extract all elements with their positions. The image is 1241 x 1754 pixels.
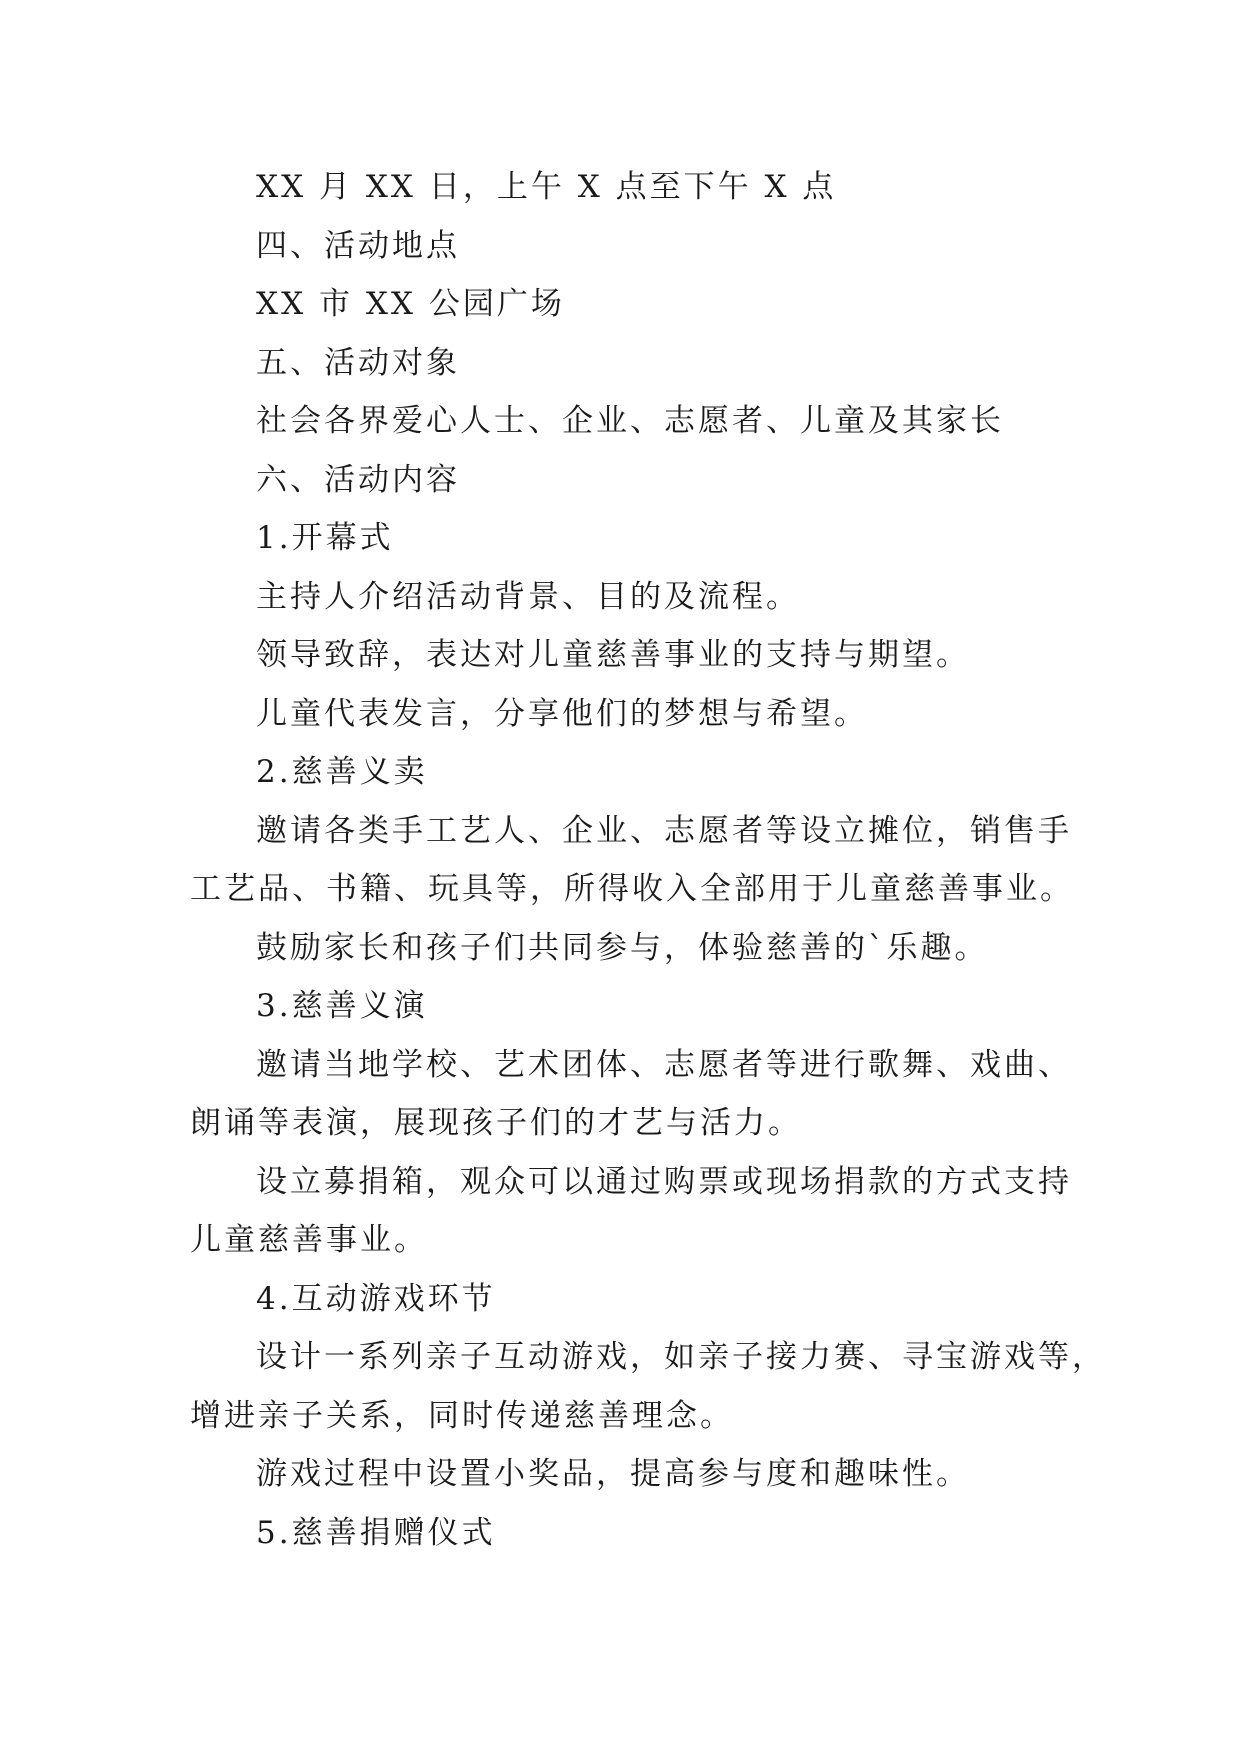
paragraph-line: 邀请当地学校、艺术团体、志愿者等进行歌舞、戏曲、 xyxy=(256,1046,1072,1083)
event-time-text: XX 月 XX 日，上午 X 点至下午 X 点 xyxy=(256,169,837,205)
paragraph-line: 游戏过程中设置小奖品，提高参与度和趣味性。 xyxy=(256,1456,970,1492)
section-heading-content: 六、活动内容 xyxy=(256,461,460,498)
document-body xyxy=(190,158,1106,1562)
paragraph-line-continued: 朗诵等表演，展现孩子们的才艺与活力。 xyxy=(190,1105,802,1141)
section-heading-location: 四、活动地点 xyxy=(256,227,460,264)
section-heading-audience: 五、活动对象 xyxy=(256,344,460,381)
paragraph-line: 设计一系列亲子互动游戏，如亲子接力赛、寻宝游戏等， xyxy=(256,1339,1106,1375)
paragraph-line: 邀请各类手工艺人、企业、志愿者等设立摊位，销售手 xyxy=(256,812,1072,849)
subheading-interactive-games: 4.互动游戏环节 xyxy=(256,1280,496,1317)
paragraph-line-continued: 增进亲子关系，同时传递慈善理念。 xyxy=(190,1397,734,1434)
paragraph-line-continued: 儿童慈善事业。 xyxy=(190,1222,428,1258)
paragraph-line: 设立募捐箱，观众可以通过购票或现场捐款的方式支持 xyxy=(256,1163,1072,1200)
paragraph-line-continued: 工艺品、书籍、玩具等，所得收入全部用于儿童慈善事业。 xyxy=(190,871,1074,907)
event-audience-text: 社会各界爱心人士、企业、志愿者、儿童及其家长 xyxy=(256,403,1004,439)
subheading-donation-ceremony: 5.慈善捐赠仪式 xyxy=(256,1514,496,1551)
paragraph-line: 主持人介绍活动背景、目的及流程。 xyxy=(256,578,800,615)
event-location-text: XX 市 XX 公园广场 xyxy=(256,286,565,322)
paragraph-line: 鼓励家长和孩子们共同参与，体验慈善的`乐趣。 xyxy=(256,929,989,966)
paragraph-line: 儿童代表发言，分享他们的梦想与希望。 xyxy=(256,695,868,732)
subheading-charity-performance: 3.慈善义演 xyxy=(256,988,428,1024)
paragraph-line: 领导致辞，表达对儿童慈善事业的支持与期望。 xyxy=(256,637,970,673)
subheading-opening: 1.开幕式 xyxy=(256,520,394,556)
subheading-charity-sale: 2.慈善义卖 xyxy=(256,754,428,790)
